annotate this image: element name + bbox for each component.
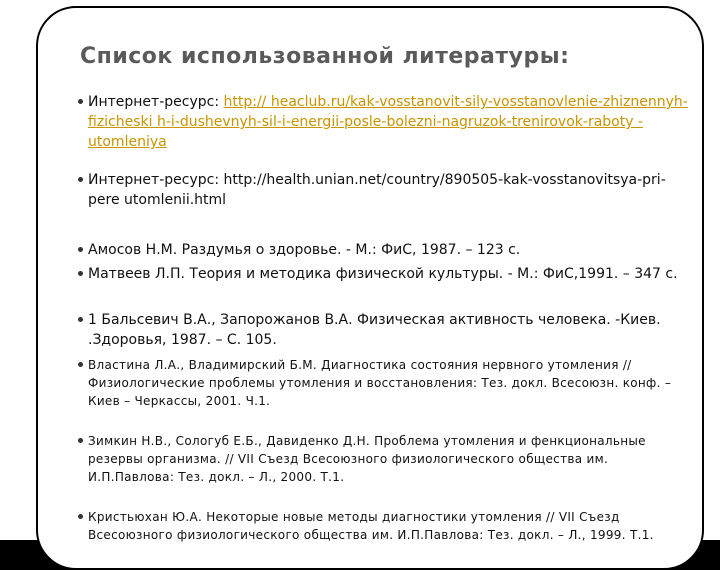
list-item [78, 310, 690, 356]
bullet-icon [78, 247, 83, 252]
reference-prefix: Интернет-ресурс: [88, 94, 224, 110]
list-item [78, 240, 690, 264]
bullet-icon [78, 271, 83, 276]
bullet-icon [78, 317, 83, 322]
reference-text: Матвеев Л.П. Теория и методика физической культуры. - М.: ФиС,1991. – 347 с. [88, 266, 678, 282]
list-item [78, 170, 690, 240]
reference-list [78, 92, 690, 544]
bullet-icon [78, 438, 83, 443]
bullet-icon [78, 177, 83, 182]
reference-text: Властина Л.А., Владимирский Б.М. Диагностика состояния нервного утомления // Физиологические проблемы утомления и восстановления: Тез. докл. Всесоюзн. конф. – Киев – Черкассы, 2001. Ч.1. [88, 358, 672, 408]
page-title: Список использованной литературы: [80, 44, 570, 69]
reference-text: Амосов Н.М. Раздумья о здоровье. - М.: ФиС, 1987. – 123 с. [88, 242, 521, 258]
list-item [78, 92, 690, 170]
reference-text: 1 Бальсевич В.А., Запорожанов В.А. Физическая активность человека. -Киев. .Здоровья, 1987. – С. 105. [88, 312, 661, 348]
reference-text: Кристьюхан Ю.А. Некоторые новые методы диагностики утомления // VII Съезд Всесоюзного физиологического общества им. И.П.Павлова: Тез. докл. – Л., 1999. Т.1. [88, 510, 654, 542]
bullet-icon [78, 362, 83, 367]
reference-text: Зимкин Н.В., Сологуб Е.Б., Давиденко Д.Н. Проблема утомления и фенкциональные резервы организма. // VII Съезд Всесоюзного физиологического общества им. И.П.Павлова: Тез. докл. – Л., 2000. Т.1. [88, 434, 646, 484]
reference-link[interactable]: http:// heaclub.ru/kak-vosstanovit-sily-vosstanovlenie-zhiznennyh-fizicheski h-i-dushevnyh-sil-i-energii-posle-bolezni-nagruzok-trenirovok-raboty -utomleniya [88, 94, 688, 150]
bullet-icon [78, 514, 83, 519]
list-item [78, 432, 690, 508]
list-item [78, 508, 690, 544]
bullet-icon [78, 99, 83, 104]
list-item [78, 356, 690, 432]
list-item [78, 264, 690, 310]
reference-text: Интернет-ресурс: http://health.unian.net/country/890505-kak-vosstanovitsya-pri-pere utomlenii.html [88, 172, 666, 208]
